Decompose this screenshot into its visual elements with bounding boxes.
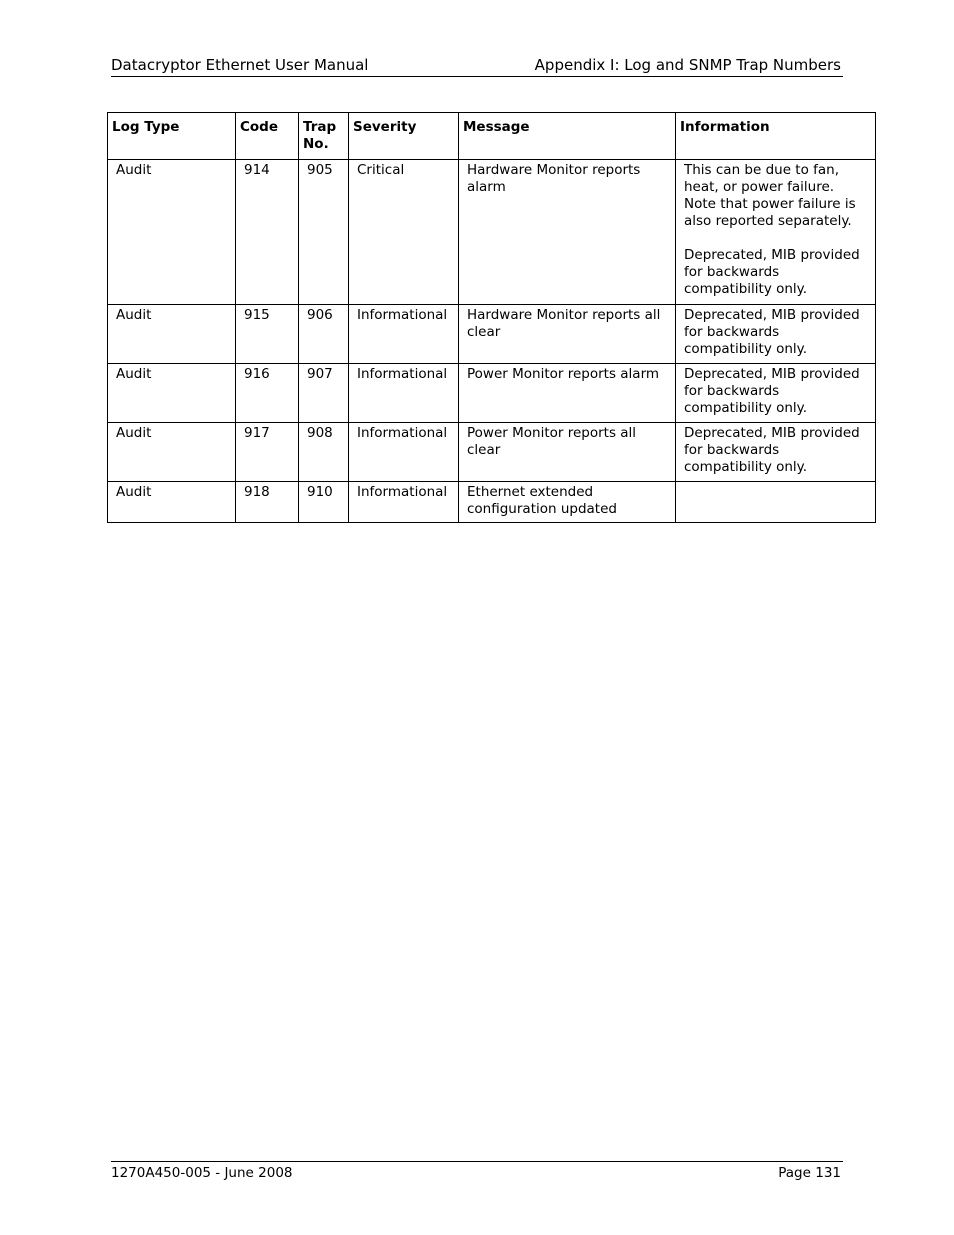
cell-message: Ethernet extended configuration updated [459,482,676,523]
cell-severity: Informational [349,364,459,423]
column-header-code: Code [236,113,299,160]
paragraph-gap [684,230,867,247]
cell-trap-no: 905 [299,160,349,305]
table-row [108,364,876,423]
cell-code: 916 [236,364,299,423]
column-header-log-type: Log Type [108,113,236,160]
table-header-row [108,113,876,160]
cell-log-type: Audit [108,305,236,364]
cell-severity: Informational [349,482,459,523]
cell-code: 917 [236,423,299,482]
cell-message: Power Monitor reports alarm [459,364,676,423]
log-trap-table [107,112,876,523]
information-paragraph: This can be due to fan, heat, or power failure. Note that power failure is also reported separately. [684,162,856,229]
cell-information: Deprecated, MIB provided for backwards compatibility only. [676,364,876,423]
table-row [108,482,876,523]
footer-page-number: Page 131 [778,1165,841,1181]
cell-trap-no: 906 [299,305,349,364]
table-row [108,423,876,482]
cell-severity: Critical [349,160,459,305]
header-section-title: Appendix I: Log and SNMP Trap Numbers [534,56,841,74]
column-header-information: Information [676,113,876,160]
cell-trap-no: 908 [299,423,349,482]
header-manual-title: Datacryptor Ethernet User Manual [111,56,369,74]
cell-severity: Informational [349,305,459,364]
footer-doc-id: 1270A450-005 - June 2008 [111,1165,293,1181]
cell-information: Deprecated, MIB provided for backwards compatibility only. [676,423,876,482]
cell-code: 915 [236,305,299,364]
table-row [108,305,876,364]
cell-information [676,482,876,523]
page-header [111,56,843,77]
cell-code: 914 [236,160,299,305]
information-paragraph: Deprecated, MIB provided for backwards compatibility only. [684,247,860,297]
cell-log-type: Audit [108,160,236,305]
cell-message: Hardware Monitor reports alarm [459,160,676,305]
cell-log-type: Audit [108,364,236,423]
column-header-message: Message [459,113,676,160]
cell-trap-no: 910 [299,482,349,523]
cell-severity: Informational [349,423,459,482]
cell-log-type: Audit [108,423,236,482]
cell-information [676,160,876,305]
table-row [108,160,876,305]
page-footer [111,1161,843,1181]
cell-message: Hardware Monitor reports all clear [459,305,676,364]
cell-information: Deprecated, MIB provided for backwards compatibility only. [676,305,876,364]
column-header-severity: Severity [349,113,459,160]
cell-message: Power Monitor reports all clear [459,423,676,482]
column-header-trap-no: Trap No. [299,113,349,160]
cell-trap-no: 907 [299,364,349,423]
cell-log-type: Audit [108,482,236,523]
cell-code: 918 [236,482,299,523]
